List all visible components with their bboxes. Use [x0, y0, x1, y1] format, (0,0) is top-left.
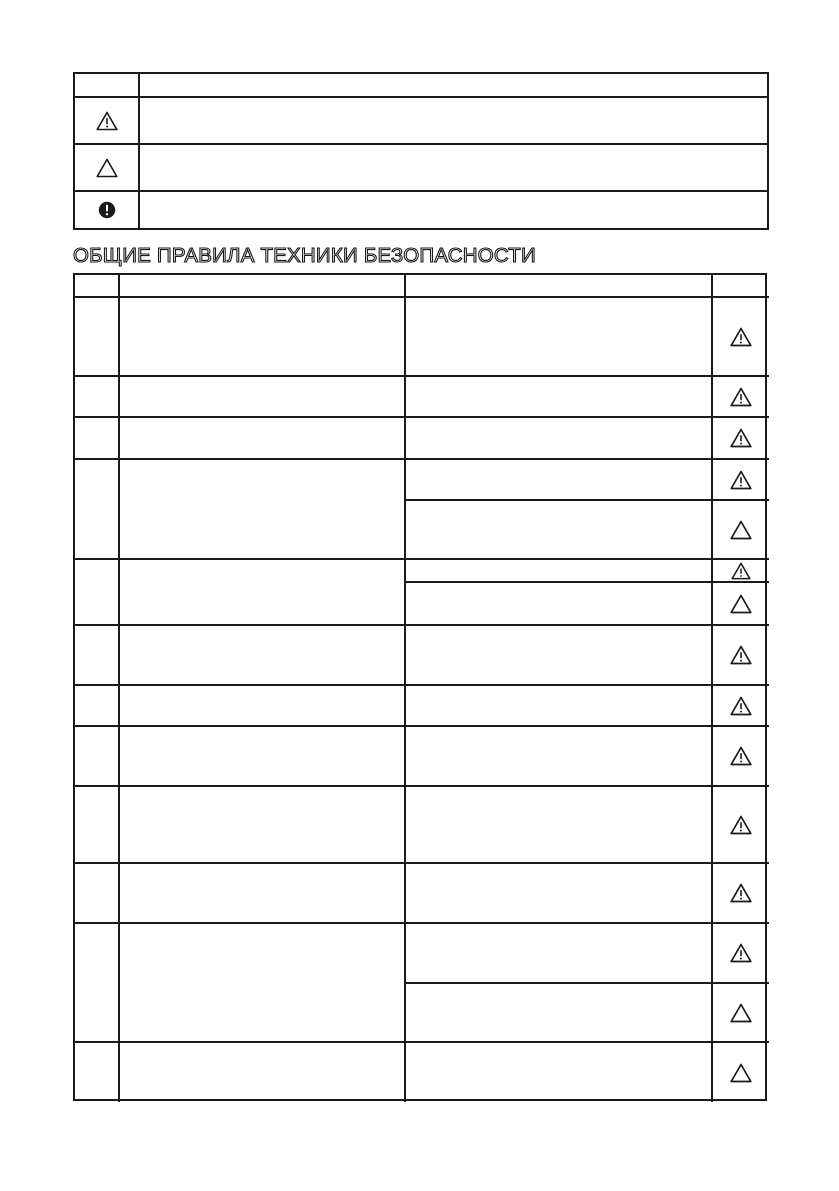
rule-instruction-cell	[120, 560, 406, 626]
rules-header-consequence-cell	[406, 275, 713, 298]
rules-header-instruction-cell	[120, 275, 406, 298]
rule-number-cell	[75, 377, 120, 418]
rule-symbol-cell	[713, 377, 769, 418]
rule-symbol-cell	[713, 864, 769, 924]
rule-symbol-cell	[713, 1043, 769, 1102]
rule-symbol-cell	[713, 560, 769, 583]
rule-consequence-cell	[406, 727, 713, 787]
legend-row-mandatory	[74, 191, 768, 229]
rule-instruction-cell	[120, 298, 406, 377]
legend-header-row	[74, 73, 768, 97]
rule-instruction-cell	[120, 864, 406, 924]
rule-consequence-cell	[406, 984, 713, 1043]
mandatory-circle-exclamation-icon	[98, 201, 116, 219]
rule-instruction-cell	[120, 377, 406, 418]
caution-triangle-icon	[730, 1003, 752, 1023]
rule-number-cell	[75, 686, 120, 727]
warning-triangle-exclamation-icon	[730, 943, 752, 963]
rule-consequence-cell	[406, 787, 713, 864]
caution-triangle-icon	[730, 520, 752, 540]
rule-symbol-cell	[713, 984, 769, 1043]
warning-triangle-exclamation-icon	[730, 645, 752, 665]
rule-number-cell	[75, 864, 120, 924]
symbol-legend-table	[73, 72, 769, 230]
legend-meaning-cell	[139, 144, 768, 191]
warning-triangle-exclamation-icon	[730, 746, 752, 766]
rule-consequence-cell	[406, 501, 713, 560]
legend-symbol-cell	[74, 144, 139, 191]
rule-symbol-cell	[713, 924, 769, 984]
rule-instruction-cell	[120, 686, 406, 727]
rule-number-cell	[75, 1043, 120, 1102]
rule-consequence-cell	[406, 460, 713, 501]
rule-number-cell	[75, 924, 120, 1043]
legend-header-meaning-cell	[139, 73, 768, 97]
warning-triangle-exclamation-icon	[730, 696, 752, 716]
rule-symbol-cell	[713, 787, 769, 864]
warning-triangle-exclamation-icon	[730, 815, 752, 835]
rule-symbol-cell	[713, 583, 769, 626]
rules-header-symbol-cell	[713, 275, 769, 298]
legend-row-warning	[74, 97, 768, 144]
legend-meaning-cell	[139, 191, 768, 229]
rules-header-number-cell	[75, 275, 120, 298]
rule-instruction-cell	[120, 418, 406, 460]
rule-instruction-cell	[120, 626, 406, 686]
rule-number-cell	[75, 560, 120, 626]
legend-row-caution	[74, 144, 768, 191]
warning-triangle-exclamation-icon	[730, 883, 752, 903]
rule-symbol-cell	[713, 686, 769, 727]
rule-instruction-cell	[120, 727, 406, 787]
rule-consequence-cell	[406, 626, 713, 686]
rule-number-cell	[75, 418, 120, 460]
rule-consequence-cell	[406, 686, 713, 727]
rule-number-cell	[75, 460, 120, 560]
rule-consequence-cell	[406, 583, 713, 626]
caution-triangle-icon	[730, 594, 752, 614]
rule-number-cell	[75, 727, 120, 787]
rule-consequence-cell	[406, 924, 713, 984]
warning-triangle-exclamation-icon	[730, 470, 752, 490]
rule-symbol-cell	[713, 418, 769, 460]
caution-triangle-icon	[730, 1063, 752, 1083]
rule-number-cell	[75, 298, 120, 377]
legend-symbol-cell	[74, 97, 139, 144]
warning-triangle-exclamation-icon	[730, 428, 752, 448]
rule-symbol-cell	[713, 626, 769, 686]
rule-instruction-cell	[120, 924, 406, 1043]
rule-symbol-cell	[713, 298, 769, 377]
safety-rules-table	[73, 273, 767, 1101]
warning-triangle-exclamation-icon	[730, 327, 752, 347]
legend-header-symbol-cell	[74, 73, 139, 97]
rule-symbol-cell	[713, 460, 769, 501]
rule-number-cell	[75, 626, 120, 686]
rule-consequence-cell	[406, 864, 713, 924]
warning-triangle-exclamation-icon	[730, 387, 752, 407]
rule-symbol-cell	[713, 501, 769, 560]
warning-triangle-exclamation-icon	[96, 111, 118, 131]
rule-consequence-cell	[406, 560, 713, 583]
rule-consequence-cell	[406, 377, 713, 418]
warning-triangle-exclamation-icon	[731, 562, 751, 580]
rule-consequence-cell	[406, 1043, 713, 1102]
legend-meaning-cell	[139, 97, 768, 144]
rule-instruction-cell	[120, 787, 406, 864]
section-title: ОБЩИЕ ПРАВИЛА ТЕХНИКИ БЕЗОПАСНОСТИ	[73, 244, 536, 267]
legend-symbol-cell	[74, 191, 139, 229]
rule-consequence-cell	[406, 298, 713, 377]
rule-consequence-cell	[406, 418, 713, 460]
rule-symbol-cell	[713, 727, 769, 787]
caution-triangle-icon	[96, 158, 118, 178]
rule-instruction-cell	[120, 1043, 406, 1102]
rule-number-cell	[75, 787, 120, 864]
rule-instruction-cell	[120, 460, 406, 560]
